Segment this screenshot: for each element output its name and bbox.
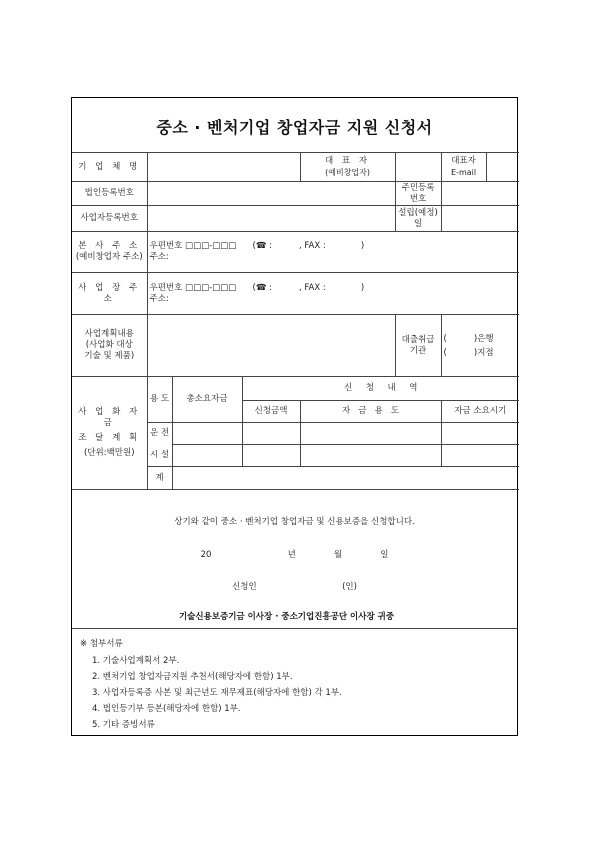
applicant-label: 신청인 — [232, 582, 257, 592]
form-table — [72, 152, 519, 490]
business-plan-field[interactable] — [147, 315, 395, 377]
site-address-field[interactable] — [147, 273, 519, 315]
site-phone-fax: (☎ : , FAX : ) — [252, 282, 365, 293]
hq-address-label-line1: 본 사 주 소 — [78, 241, 141, 251]
addressee: 기술신용보증기금 이사장 · 중소기업진흥공단 이사장 귀중 — [178, 612, 395, 622]
working-capital-label: 운 전 — [147, 423, 172, 445]
declaration-statement: 상기와 같이 중소 · 벤처기업 창업자금 및 신용보증을 신청합니다. — [174, 517, 415, 527]
biz-reg-field[interactable] — [147, 206, 395, 232]
established-label: 설립(예정)일 — [395, 206, 441, 232]
applicant-signature-line — [72, 580, 517, 592]
use-label: 용 도 — [147, 377, 172, 423]
facility-label: 시 설 — [147, 445, 172, 467]
funding-plan-label-line1: 사 업 화 자 금 — [78, 407, 141, 428]
apply-amount-label: 신청금액 — [242, 401, 300, 423]
fund-timing-label: 자금 소요시기 — [441, 401, 519, 423]
attachment-item: 1. 기술사업계획서 2부. — [92, 656, 180, 666]
declaration-date: 20 년 월 일 — [200, 550, 389, 560]
attachments-heading: ※ 첨부서류 — [80, 639, 123, 649]
email-field[interactable] — [486, 153, 519, 181]
facility-use-field[interactable] — [300, 445, 441, 467]
corp-reg-field[interactable] — [147, 182, 395, 206]
hq-address-field[interactable] — [147, 232, 519, 273]
form-title: 중소 · 벤처기업 창업자금 지원 신청서 — [156, 118, 433, 137]
email-label-line1: 대표자 — [451, 156, 476, 166]
funding-plan-label — [72, 377, 147, 490]
bank-label: 대출취급기관 — [395, 315, 441, 377]
working-use-field[interactable] — [300, 423, 441, 445]
bank-name: ( )은행 — [443, 333, 494, 344]
facility-amount-field[interactable] — [242, 445, 300, 467]
attachment-item: 3. 사업자등록증 사본 및 최근년도 재무제표(해당자에 한함) 각 1부. — [92, 688, 342, 698]
fund-use-label: 자 금 용 도 — [300, 401, 441, 423]
representative-label — [300, 153, 395, 182]
bank-field[interactable] — [441, 315, 519, 377]
funding-plan-label-line2: 조 달 계 획 — [78, 433, 141, 443]
hq-address-label — [72, 232, 147, 273]
representative-label-line2: (예비창업자) — [325, 168, 370, 177]
declaration-section — [72, 498, 517, 642]
business-plan-label-line2: (사업화 대상 — [85, 340, 133, 350]
business-plan-label — [72, 315, 147, 377]
attachment-item: 4. 법인등기부 등본(해당자에 한함) 1부. — [92, 704, 241, 714]
total-funds-label: 총소요자금 — [172, 377, 242, 423]
application-form — [71, 97, 518, 736]
resident-reg-field[interactable] — [441, 182, 519, 206]
attachments-section — [72, 628, 517, 737]
email-label-line2: E-mail — [451, 168, 477, 177]
funding-plan-label-line3: (단위:백만원) — [83, 448, 135, 458]
site-address-label: 사 업 장 주 소 — [72, 273, 147, 315]
facility-timing-field[interactable] — [441, 445, 519, 467]
working-total-field[interactable] — [172, 423, 242, 445]
hq-address-line: 주소: — [149, 252, 169, 262]
hq-phone-fax: (☎ : , FAX : ) — [252, 241, 365, 251]
sum-label: 계 — [147, 467, 172, 490]
business-plan-label-line1: 사업계획내용 — [84, 329, 134, 339]
email-cell[interactable] — [441, 153, 519, 182]
company-name-field[interactable] — [147, 153, 300, 182]
sum-field[interactable] — [172, 467, 519, 490]
biz-reg-label: 사업자등록번호 — [72, 206, 147, 232]
resident-reg-label: 주민등록번호 — [395, 182, 441, 206]
site-postal-code: 우편번호 □□□-□□□ — [149, 282, 237, 293]
seal-label: (인) — [342, 582, 357, 592]
attachments-list — [92, 653, 342, 733]
attachment-item: 2. 벤처기업 창업자금지원 추천서(해당자에 한함) 1부. — [92, 672, 293, 682]
attachment-item: 5. 기타 증빙서류 — [92, 720, 155, 730]
established-field[interactable] — [441, 206, 519, 232]
corp-reg-label: 법인등록번호 — [72, 182, 147, 206]
representative-label-line1: 대 표 자 — [325, 156, 371, 166]
email-label — [442, 153, 487, 181]
working-amount-field[interactable] — [242, 423, 300, 445]
site-address-line: 주소: — [149, 293, 169, 304]
representative-field[interactable] — [395, 153, 441, 182]
hq-address-label-line2: (예비창업자 주소) — [75, 252, 143, 262]
application-detail-label: 신 청 내 역 — [242, 377, 519, 401]
business-plan-label-line3: 기술 및 제품) — [84, 351, 135, 361]
working-timing-field[interactable] — [441, 423, 519, 445]
bank-branch: ( )지점 — [443, 347, 494, 358]
facility-total-field[interactable] — [172, 445, 242, 467]
hq-postal-code: 우편번호 □□□-□□□ — [149, 241, 237, 251]
company-name-label: 기 업 체 명 — [72, 153, 147, 182]
